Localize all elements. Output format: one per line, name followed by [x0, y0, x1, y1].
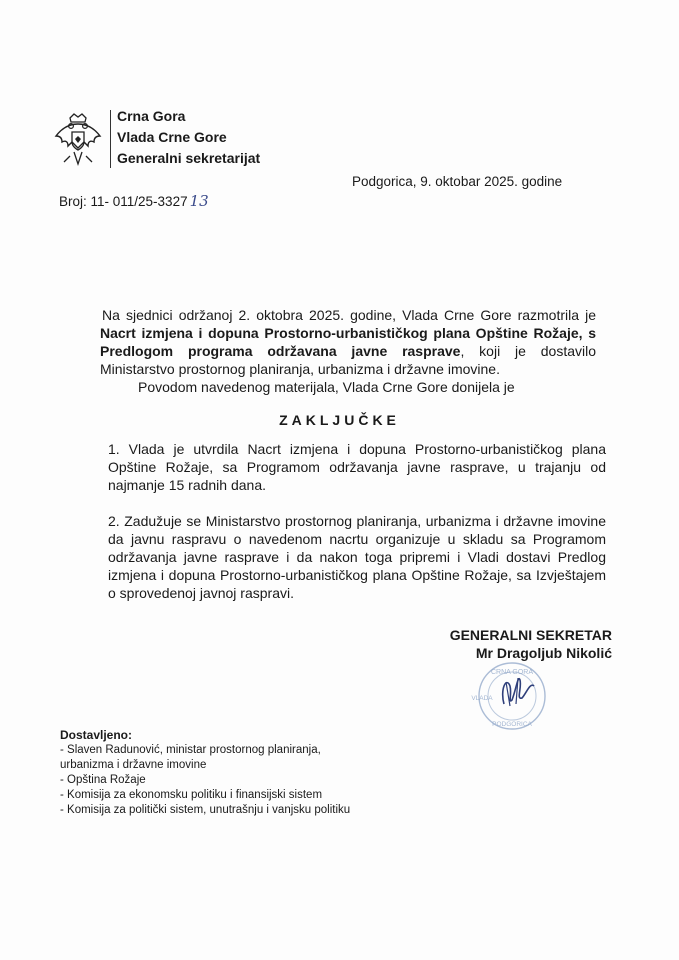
- official-stamp-icon: [460, 660, 564, 732]
- svg-text:CRNA GORA: CRNA GORA: [490, 669, 534, 676]
- distribution-item: - Komisija za ekonomsku politiku i finansijski sistem: [60, 789, 323, 801]
- distribution-item: - Slaven Radunović, ministar prostornog planiranja,: [60, 744, 321, 756]
- distribution-items: [60, 743, 350, 818]
- conclusion-2-text: 2. Zadužuje se Ministarstvo prostornog planiranja, urbanizma i državne imovine da javnu raspravu o navedenom nacrtu organizuje u skladu sa Programom održavanja javne rasprave i da nakon toga pripremi i Vladi dostavi Predlog izmjena i dopuna Prostorno-urbanističkog plana Opštine Rožaje, sa Izvještajem o sprovedenoj javnoj raspravi.: [108, 513, 606, 601]
- intro-paragraph: [100, 306, 596, 378]
- intro-text-bold: Nacrt izmjena i dopuna Prostorno-urbanističkog plana Opštine Rožaje, s Predlogom programa održavana javne rasprave: [100, 325, 596, 359]
- distribution-list: [60, 728, 350, 818]
- header-government: Vlada Crne Gore: [117, 129, 227, 145]
- montenegro-coat-of-arms-icon: [52, 112, 104, 170]
- intro-text-part2: , koji je dostavilo Ministarstvo prostornog planiranja, urbanizma i državne imovine.: [100, 343, 596, 377]
- header-country: Crna Gora: [117, 108, 186, 124]
- conclusions-title: ZAKLJUČKE: [279, 412, 400, 428]
- signer-role: GENERALNI SEKRETAR: [449, 627, 612, 643]
- reference-number-text: Broj: 11- 011/25-3327: [59, 194, 188, 209]
- svg-text:PODGORICA: PODGORICA: [492, 721, 532, 728]
- issuer-header: [117, 106, 260, 169]
- place-date: Podgorica, 9. oktobar 2025. godine: [352, 174, 563, 189]
- header-secretariat: Generalni sekretarijat: [117, 150, 261, 166]
- conclusion-2: [68, 512, 606, 602]
- signer-name: Mr Dragoljub Nikolić: [475, 645, 612, 661]
- svg-text:VLADA: VLADA: [471, 695, 493, 702]
- distribution-item: urbanizma i državne imovine: [60, 759, 207, 771]
- distribution-title: Dostavljeno:: [60, 728, 133, 742]
- distribution-item: - Opština Rožaje: [60, 774, 146, 786]
- header-divider: [110, 110, 111, 168]
- intro-text-part1: Na sjednici održanoj 2. oktobra 2025. godine, Vlada Crne Gore razmotrila je: [102, 307, 596, 323]
- conclusion-1-text: 1. Vlada je utvrdila Nacrt izmjena i dopuna Prostorno-urbanističkog plana Opštine Rožaje, sa Programom održavanja javne rasprave, u trajanju od najmanje 15 radnih dana.: [108, 441, 606, 493]
- reference-handwritten-suffix: 13: [189, 192, 209, 210]
- signature-block: [424, 626, 612, 662]
- distribution-item: - Komisija za politički sistem, unutrašnju i vanjsku politiku: [60, 804, 351, 816]
- intro-paragraph-2: Povodom navedenog materijala, Vlada Crne Gore donijela je: [138, 379, 515, 395]
- intro-text: [100, 306, 596, 396]
- reference-number: [59, 192, 209, 210]
- conclusion-1: [68, 440, 606, 494]
